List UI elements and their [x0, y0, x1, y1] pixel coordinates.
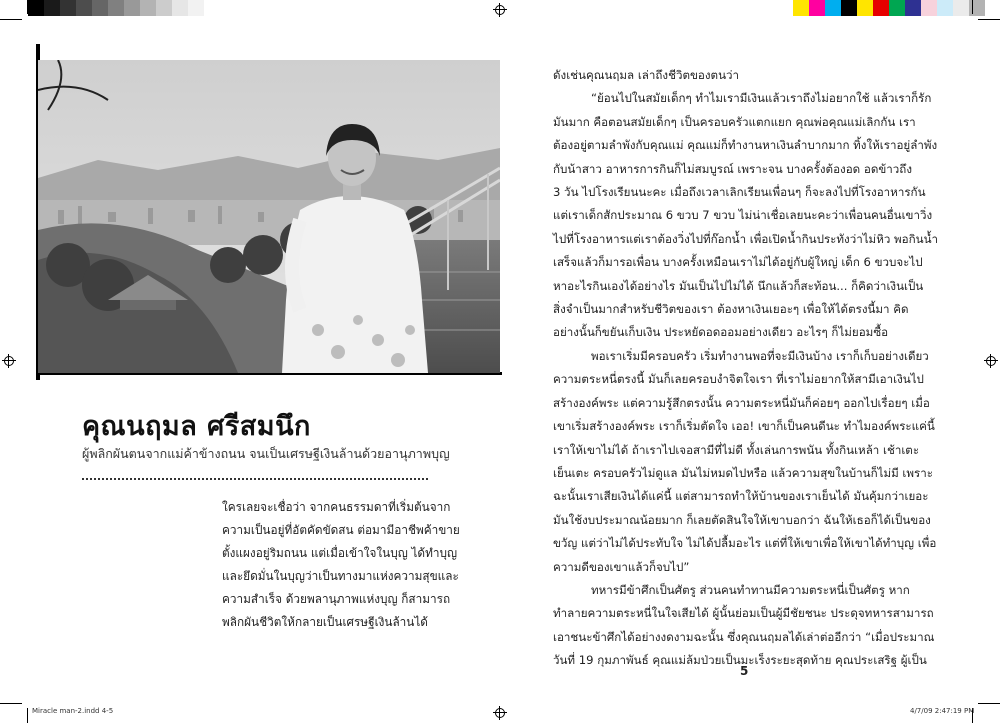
body-text — [553, 64, 945, 673]
body-line: ไปที่โรงอาหารแต่เราต้องวิ่งไปที่ก๊อกน้ำ เพื่อเปิดน้ำกินประทังว่าไม่หิว พอกินน้ำ — [553, 231, 939, 246]
body-line: สิ่งจำเป็นมากสำหรับชีวิตของเรา ต้องหาเงินเยอะๆ เพื่อให้ได้ตรงนี้มา คิด — [553, 302, 909, 317]
woman-portrait-icon — [38, 60, 500, 373]
color-swatch — [921, 0, 937, 16]
body-line: เย็นเตะ ครอบครัวไม่ดูแล มันไม่หมดไปหรือ แล้วความสุขในบ้านก็ไม่มี เพราะ — [553, 465, 933, 480]
body-line: ฉะนั้นเราเสียเงินได้แค่นี้ แต่สามารถทำให้บ้านของเราเย็นได้ มันคุ้มกว่าเยอะ — [553, 489, 929, 504]
body-line: ความดีของเขาแล้วก็จบไป” — [553, 559, 690, 574]
intro-line: ตั้งแผงอยู่ริมถนน แต่เมื่อเข้าใจในบุญ ได้ทำบุญ — [222, 546, 458, 560]
process-color-bar — [793, 0, 985, 16]
color-swatch — [793, 0, 809, 16]
color-swatch — [873, 0, 889, 16]
registration-mark-icon — [493, 3, 507, 17]
gray-swatch — [92, 0, 108, 16]
gray-swatch — [124, 0, 140, 16]
body-line: ต้องอยู่ตามลำพังกับคุณแม่ คุณแม่ก็ทำงานหาเงินลำบากมาก ทิ้งให้เราอยู่ลำพัง — [553, 138, 938, 153]
trim-mark — [27, 0, 28, 14]
gray-swatch — [204, 0, 220, 16]
body-line: หาอะไรกินเองได้อย่างไร มันเป็นไปไม่ได้ นึกแล้วก็สะท้อน... ก็คิดว่าเงินเป็น — [553, 278, 924, 293]
color-swatch — [825, 0, 841, 16]
portrait-photo — [38, 60, 500, 373]
registration-mark-icon — [2, 354, 16, 368]
registration-mark-icon — [984, 354, 998, 368]
color-swatch — [809, 0, 825, 16]
intro-line: ความเป็นอยู่ที่อัตคัดขัดสน ต่อมามีอาชีพค้าขาย — [222, 523, 460, 537]
color-swatch — [889, 0, 905, 16]
registration-mark-icon — [493, 706, 507, 720]
body-line: ดังเช่นคุณนฤมล เล่าถึงชีวิตของตนว่า — [553, 68, 740, 82]
intro-line: ใครเลยจะเชื่อว่า จากคนธรรมดาที่เริ่มต้นจาก — [222, 500, 451, 514]
trim-mark — [978, 19, 1000, 20]
body-line: “ย้อนไปในสมัยเด็กๆ ทำไมเรามีเงินแล้วเราถึงไม่อยากใช้ แล้วเราก็รัก — [591, 91, 932, 106]
trim-mark — [0, 19, 22, 20]
article-subtitle: ผู้พลิกผันตนจากแม่ค้าข้างถนน จนเป็นเศรษฐีเงินล้านด้วยอานุภาพบุญ — [82, 446, 450, 461]
body-line: เอาชนะข้าศึกได้อย่างงดงามฉะนั้น ซึ่งคุณนฤมลได้เล่าต่ออีกว่า “เมื่อประมาณ — [553, 629, 935, 644]
gray-swatch — [44, 0, 60, 16]
gray-swatch — [188, 0, 204, 16]
body-line: ความตระหนี่ตรงนี้ มันก็เลยครอบงำจิตใจเรา ที่เราไม่อยากให้สามีเอาเงินไป — [553, 372, 924, 387]
gray-swatch — [60, 0, 76, 16]
color-swatch — [857, 0, 873, 16]
body-line: วันที่ 19 กุมภาพันธ์ คุณแม่ล้มป่วยเป็นมะเร็งระยะสุดท้าย คุณประเสริฐ ผู้เป็น — [553, 653, 927, 668]
body-line: 3 วัน ไปโรงเรียนนะคะ เมื่อถึงเวลาเลิกเรียนเพื่อนๆ ก็จะลงไปที่โรงอาหารกัน — [553, 185, 926, 200]
color-swatch — [953, 0, 969, 16]
body-line: ทหารมีข้าศึกเป็นศัตรู ส่วนคนทำทานมีความตระหนี่เป็นศัตรู หาก — [591, 582, 910, 597]
trim-mark — [0, 703, 22, 704]
footer-timestamp: 4/7/09 2:47:19 PM — [910, 707, 975, 715]
body-line: มันมาก คือตอนสมัยเด็กๆ เป็นครอบครัวแตกแยก คุณพ่อคุณแม่เลิกกัน เรา — [553, 114, 916, 129]
gray-swatch — [28, 0, 44, 16]
body-line: มันใช้งบประมาณน้อยมาก ก็เลยตัดสินใจให้เขาบอกว่า ฉันให้เธอก็ได้เป็นของ — [553, 512, 931, 527]
gray-swatch — [108, 0, 124, 16]
footer-filename: Miracle man-2.indd 4-5 — [32, 707, 114, 715]
gray-swatch — [172, 0, 188, 16]
intro-paragraph — [222, 496, 460, 634]
article-title: คุณนฤมล ศรีสมนึก — [82, 411, 311, 442]
body-line: อย่างนั้นก็ขยันเก็บเงิน ประหยัดอดออมอย่างเดียว อะไรๆ ก็ไม่ยอมซื้อ — [553, 325, 889, 340]
color-swatch — [905, 0, 921, 16]
intro-line: พลิกผันชีวิตให้กลายเป็นเศรษฐีเงินล้านได้ — [222, 615, 428, 629]
page-number: 5 — [740, 664, 749, 678]
trim-mark — [27, 708, 28, 723]
intro-line: และยึดมั่นในบุญว่าเป็นทางมาแห่งความสุขและ — [222, 569, 459, 583]
intro-line: ความสำเร็จ ด้วยพลานุภาพแห่งบุญ ก็สามารถ — [222, 592, 451, 606]
body-line: แต่เราเด็กสักประมาณ 6 ขวบ 7 ขวบ ไม่น่าเชื่อเลยนะคะว่าเพื่อนคนอื่นเขาวิ่ง — [553, 208, 933, 223]
grayscale-color-bar — [28, 0, 220, 16]
color-swatch — [937, 0, 953, 16]
gray-swatch — [76, 0, 92, 16]
trim-mark — [978, 703, 1000, 704]
body-line: พอเราเริ่มมีครอบครัว เริ่มทำงานพอที่จะมีเงินบ้าง เราก็เก็บอย่างเดียว — [591, 348, 929, 363]
body-line: ขวัญ แต่ว่าไม่ได้ประทับใจ ไม่ได้ปลื้มอะไร แต่ที่ให้เขาเพื่อให้เขาได้ทำบุญ เพื่อ — [553, 536, 937, 551]
body-line: เขาเริ่มสร้างองค์พระ เราก็เริ่มตัดใจ เออ! เขาก็เป็นคนดีนะ ทำไมองค์พระแค่นี้ — [553, 419, 935, 434]
body-line: ทำลายความตระหนี่ในใจเสียได้ ผู้นั้นย่อมเป็นผู้มีชัยชนะ ประดุจทหารสามารถ — [553, 606, 934, 621]
body-line: กับน้าสาว อาหารการกินก็ไม่สมบูรณ์ เพราะจน บางครั้งต้องอด อดข้าวถึง — [553, 161, 912, 176]
color-swatch — [841, 0, 857, 16]
dotted-divider — [82, 478, 428, 480]
body-line: เสร็จแล้วก็มารอเพื่อน บางครั้งเหมือนเราไม่ได้อยู่กับผู้ใหญ่ เด็ก 6 ขวบจะไป — [553, 255, 923, 270]
trim-mark — [972, 0, 973, 14]
body-line: เราให้เขาไม่ได้ ถ้าเราไปเจอสามีที่ไม่ดี ทั้งเล่นการพนัน ทั้งกินเหล้า เช้าเตะ — [553, 442, 920, 457]
body-line: สร้างองค์พระ แต่ความรู้สึกตรงนั้น ความตระหนี่มันก็ค่อยๆ ออกไปเรื่อยๆ เมื่อ — [553, 395, 930, 410]
gray-swatch — [156, 0, 172, 16]
gray-swatch — [140, 0, 156, 16]
